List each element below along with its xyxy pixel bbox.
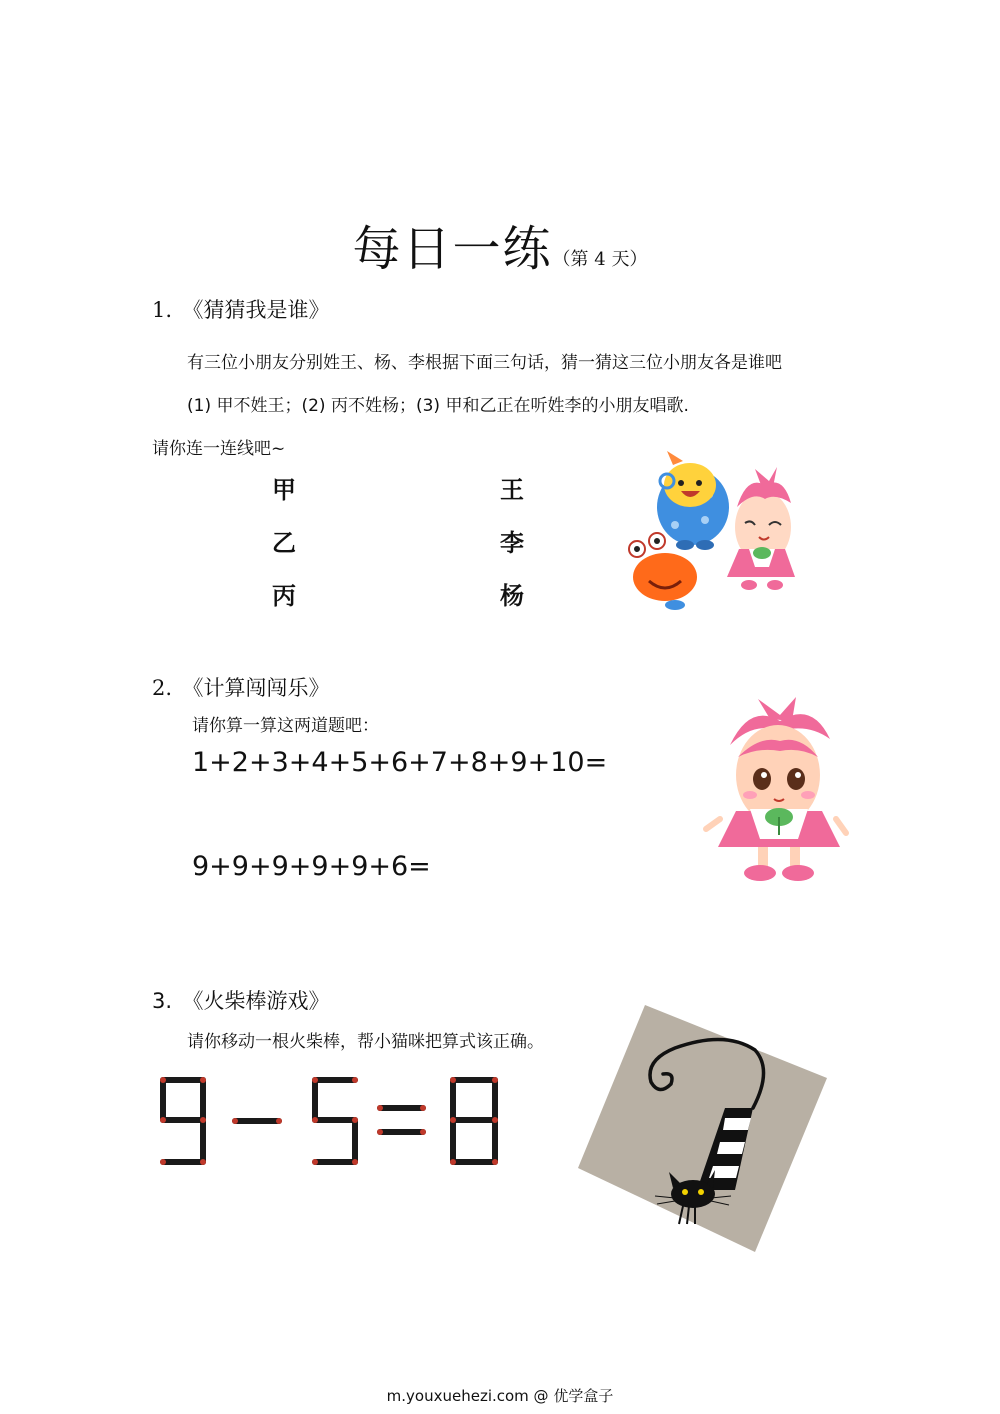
q2-heading: 2. 《计算闯闯乐》 <box>152 676 330 700</box>
q2-equation-1: 1+2+3+4+5+6+7+8+9+10= <box>192 747 608 778</box>
q1-prompt: 请你连一连线吧~ <box>152 439 286 459</box>
page-title <box>0 210 1000 279</box>
title-day: （第 4 天） <box>552 249 648 270</box>
matchstick-digit-8 <box>453 1080 495 1162</box>
left-name-jia[interactable]: 甲 <box>272 476 296 504</box>
q1-intro: 有三位小朋友分别姓王、杨、李根据下面三句话，猜一猜这三位小朋友各是谁吧 <box>187 353 782 373</box>
cat-illustration <box>575 1000 835 1260</box>
q2-equation-2: 9+9+9+9+9+6= <box>192 851 431 882</box>
title-main: 每日一练 <box>352 221 553 277</box>
right-name-li[interactable]: 李 <box>500 529 524 557</box>
matchstick-equation[interactable] <box>155 1068 510 1173</box>
q1-heading: 1. 《猜猜我是谁》 <box>152 298 330 322</box>
pink-girl-illustration <box>700 695 850 890</box>
q1-conditions: (1) 甲不姓王；(2) 丙不姓杨；(3) 甲和乙正在听姓李的小朋友唱歌. <box>187 396 689 416</box>
left-name-bing[interactable]: 丙 <box>272 582 296 610</box>
matchstick-digit-5 <box>315 1080 355 1162</box>
right-name-wang[interactable]: 王 <box>500 476 524 504</box>
footer-source: m.youxuehezi.com @ 优学盒子 <box>386 1387 614 1405</box>
q3-prompt: 请你移动一根火柴棒，帮小猫咪把算式该正确。 <box>187 1032 544 1052</box>
q2-prompt: 请你算一算这两道题吧： <box>192 716 379 736</box>
right-name-yang[interactable]: 杨 <box>500 582 524 610</box>
left-name-yi[interactable]: 乙 <box>272 529 296 557</box>
matchstick-equals <box>380 1108 423 1132</box>
cartoon-friends-illustration <box>615 445 815 615</box>
matchstick-digit-9 <box>163 1080 203 1162</box>
q3-heading: 3. 《火柴棒游戏》 <box>152 989 330 1013</box>
